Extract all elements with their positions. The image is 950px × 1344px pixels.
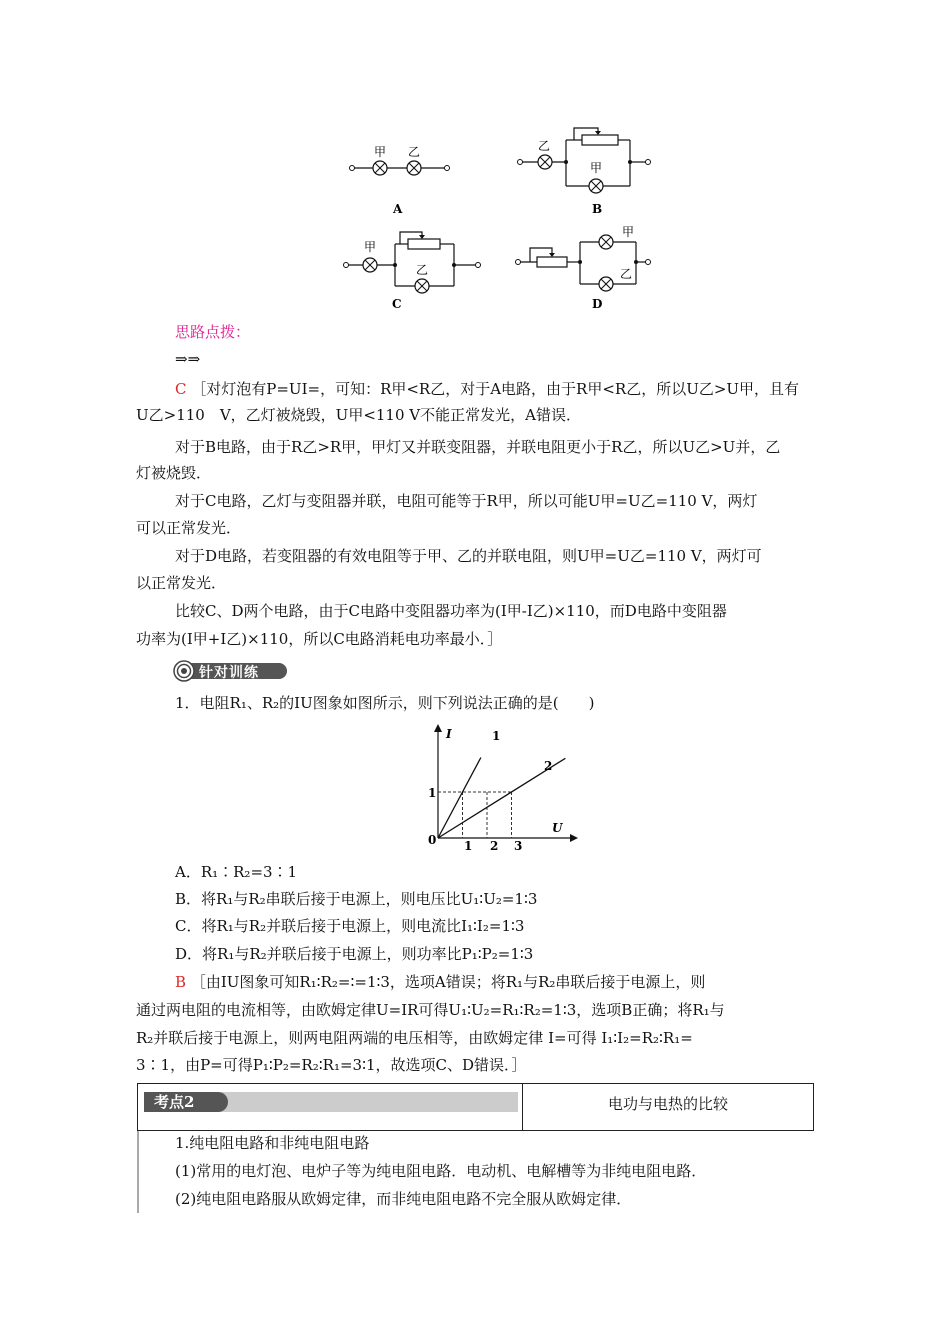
analysis-line: 对于D电路，若变阻器的有效电阻等于甲、乙的并联电阻，则U甲=U乙=110 V，两灯可 — [175, 547, 762, 565]
lamp-label: 乙 — [538, 139, 551, 153]
circuit-label: D — [592, 297, 603, 311]
analysis-line — [175, 379, 799, 399]
line2-label: 2 — [544, 759, 553, 773]
hint-title: 思路点拨： — [175, 323, 251, 341]
x-tick-label: 3 — [514, 839, 523, 852]
lamp-icon — [589, 179, 603, 193]
analysis-line: 比较C、D两个电路，由于C电路中变阻器功率为(I甲-I乙)×110，而D电路中变阻器 — [175, 602, 727, 620]
option-d: D．将R₁与R₂并联后接于电源上，则功率比P₁∶P₂=1∶3 — [175, 945, 534, 963]
answer2-line: 通过两电阻的电流相等，由欧姆定律U=IR可得U₁∶U₂=R₁∶R₂=1∶3，选项B正确；将R₁与 — [136, 1001, 725, 1019]
circuit-b — [518, 128, 651, 216]
kaodian-tag-cell — [138, 1084, 523, 1130]
circuit-label: B — [592, 202, 603, 216]
option-a: A．R₁∶R₂=3∶1 — [175, 863, 298, 881]
lamp-label: 甲 — [374, 145, 387, 159]
analysis-line: 功率为(I甲+I乙)×110，所以C电路消耗电功率最小．］ — [136, 630, 503, 648]
analysis-line: 对于C电路，乙灯与变阻器并联，电阻可能等于R甲，所以可能U甲=U乙=110 V，两灯 — [175, 492, 758, 510]
x-axis-arrow — [570, 834, 578, 842]
kaodian-title: 电功与电热的比较 — [607, 1095, 728, 1113]
lamp-label: 乙 — [416, 263, 429, 277]
analysis-line: 对于B电路，由于R乙>R甲，甲灯又并联变阻器，并联电阻更小于R乙，所以U乙>U并，乙 — [175, 438, 781, 456]
answer-letter: C — [175, 380, 187, 398]
answer2-line — [175, 972, 705, 992]
analysis-line: U乙>110 V，乙灯被烧毁，U甲<110 V不能正常发光，A错误． — [136, 406, 581, 424]
analysis-line: 可以正常发光． — [136, 519, 242, 537]
kaodian-box — [137, 1083, 814, 1131]
x-tick-label: 2 — [490, 839, 499, 852]
answer2-line: 3∶1，由P=可得P₁∶P₂=R₂∶R₁=3∶1，故选项C、D错误．］ — [136, 1056, 527, 1074]
lamp-label: 甲 — [590, 161, 603, 175]
circuit-label: C — [392, 297, 402, 311]
series-line-1 — [438, 758, 481, 839]
circuit-label: A — [393, 202, 403, 216]
training-tag-text: 针对训练 — [199, 665, 259, 681]
lamp-label: 甲 — [622, 225, 635, 239]
lamp-icon — [373, 161, 387, 175]
analysis-line: 灯被烧毁． — [136, 464, 212, 482]
circuit-diagrams — [330, 120, 660, 320]
lamp-icon — [363, 258, 377, 272]
y-tick-label: 1 — [428, 786, 437, 800]
circuit-c — [344, 232, 481, 311]
lamp-label: 乙 — [620, 267, 633, 281]
section-heading: 1.纯电阻电路和非纯电阻电路 — [175, 1134, 370, 1152]
x-tick-label: 1 — [464, 839, 473, 852]
lamp-icon — [407, 161, 421, 175]
section-paragraph: (1)常用的电灯泡、电炉子等为纯电阻电路．电动机、电解槽等为非纯电阻电路． — [175, 1162, 707, 1180]
answer-letter: B — [175, 973, 187, 991]
answer2-text: ［由IU图象可知R₁∶R₂=∶=1∶3，选项A错误；将R₁与R₂串联后接于电源上，则 — [190, 973, 706, 991]
option-b: B．将R₁与R₂串联后接于电源上，则电压比U₁∶U₂=1∶3 — [175, 890, 538, 908]
lamp-label: 乙 — [408, 145, 421, 159]
lamp-icon — [538, 155, 552, 169]
analysis-line: 以正常发光． — [136, 574, 227, 592]
question-stem: 1．电阻R₁、R₂的IU图象如图所示，则下列说法正确的是( ) — [175, 694, 595, 712]
section-rule — [137, 1131, 139, 1213]
kaodian-tag: 考点2 — [154, 1093, 195, 1111]
lamp-icon — [599, 277, 613, 291]
option-c: C．将R₁与R₂并联后接于电源上，则电流比I₁∶I₂=1∶3 — [175, 917, 525, 935]
y-axis-label: I — [446, 727, 452, 741]
circuit-a — [350, 145, 450, 216]
answer2-line: R₂并联后接于电源上，则两电阻两端的电压相等，由欧姆定律 I=可得 I₁∶I₂=R₂∶R₁= — [136, 1029, 693, 1047]
origin-label: 0 — [428, 833, 437, 847]
line1-label: 1 — [492, 729, 501, 743]
iu-graph — [420, 722, 580, 852]
lamp-icon — [599, 235, 613, 249]
circuit-d — [516, 225, 651, 311]
lamp-icon — [415, 279, 429, 293]
section-paragraph: (2)纯电阻电路服从欧姆定律，而非纯电阻电路不完全服从欧姆定律． — [175, 1190, 632, 1208]
x-axis-label: U — [552, 821, 563, 835]
training-tag — [173, 660, 289, 682]
y-axis-arrow — [434, 724, 442, 732]
analysis-text: ［对灯泡有P=UI=，可知：R甲<R乙，对于A电路，由于R甲<R乙，所以U乙>U甲，且有 — [191, 380, 800, 398]
lamp-label: 甲 — [364, 240, 377, 254]
hint-arrows: ⇒⇒ — [175, 350, 201, 368]
